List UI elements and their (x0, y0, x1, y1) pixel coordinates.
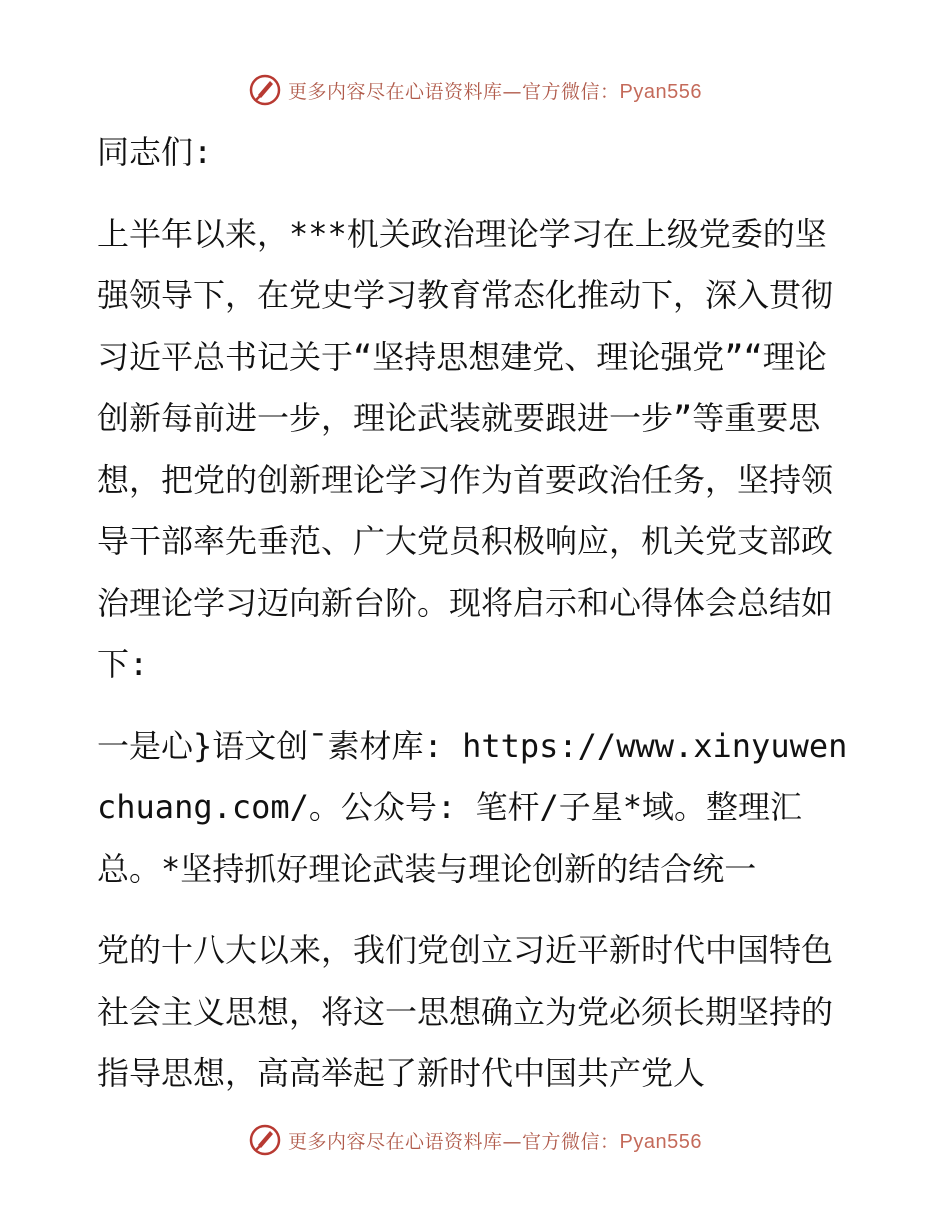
banner-text (288, 1127, 702, 1154)
xinyu-logo-icon (248, 73, 282, 107)
wechat-id: Pyan556 (619, 80, 702, 103)
paragraph-intro: 上半年以来，***机关政治理论学习在上级党委的坚强领导下，在党史学习教育常态化推动下，深入贯彻习近平总书记关于“坚持思想建党、理论强党”“理论创新每前进一步，理论武装就要跟进一步”等重要思想，把党的创新理论学习作为首要政治任务，坚持领导干部率先垂范、广大党员积极响应，机关党支部政治理论学习迈向新台阶。现将启示和心得体会总结如下: (97, 214, 834, 683)
banner-label: 更多内容尽在心语资料库—官方微信： (288, 1130, 620, 1153)
banner-text (288, 77, 702, 104)
wechat-id: Pyan556 (619, 1130, 702, 1153)
footer-watermark-banner (0, 1120, 950, 1160)
paragraph-point-one: 一是心}语文创¯素材库: https://www.xinyuwenchuang.com/。公众号: 笔杆/子星*域。整理汇总。*坚持抓好理论武装与理论创新的结合统一 (97, 726, 848, 888)
banner-label: 更多内容尽在心语资料库—官方微信： (288, 80, 620, 103)
header-watermark-banner (0, 70, 950, 110)
paragraph-body: 党的十八大以来，我们党创立习近平新时代中国特色社会主义思想，将这一思想确立为党必须长期坚持的指导思想，高高举起了新时代中国共产党人 (97, 931, 834, 1092)
greeting: 同志们: (97, 133, 213, 171)
document-body (97, 122, 857, 1105)
xinyu-logo-icon (248, 1123, 282, 1157)
